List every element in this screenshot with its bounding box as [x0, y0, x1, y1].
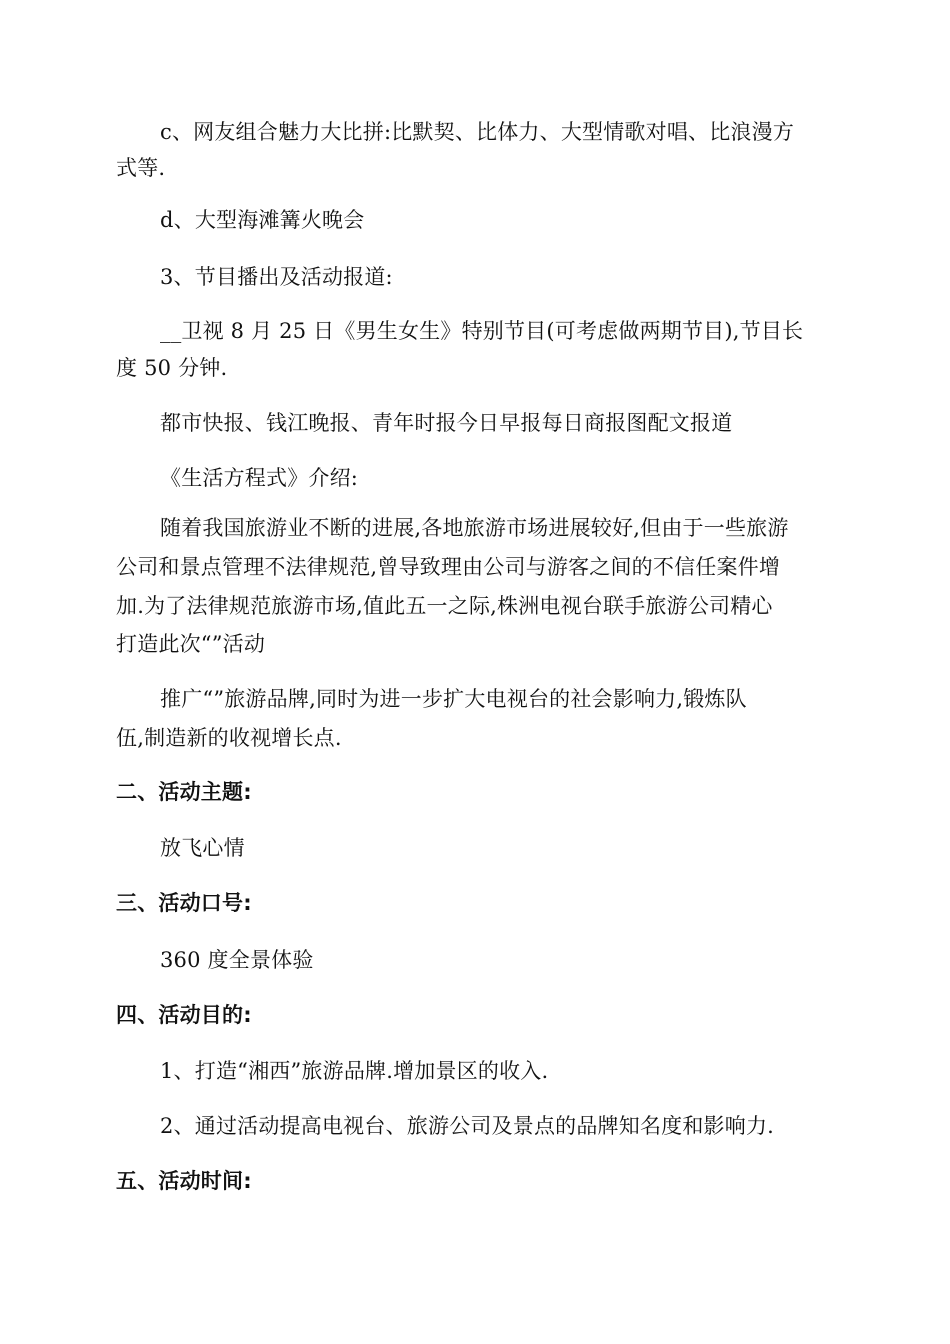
section-content-slogan: 360 度全景体验 [160, 948, 314, 972]
paragraph-line: 推广“”旅游品牌,同时为进一步扩大电视台的社会影响力,锻炼队 [160, 687, 747, 711]
paragraph-line: c、网友组合魅力大比拼:比默契、比体力、大型情歌对唱、比浪漫方 [160, 120, 795, 144]
paragraph-line: 打造此次“”活动 [116, 632, 266, 656]
paragraph: 都市快报、钱江晚报、青年时报今日早报每日商报图配文报道 [160, 411, 733, 435]
section-heading-time: 五、活动时间: [116, 1169, 252, 1193]
purpose-item: 1、打造“湘西”旅游品牌.增加景区的收入. [160, 1059, 549, 1083]
paragraph-line: __卫视 8 月 25 日《男生女生》特别节目(可考虑做两期节目),节目长 [160, 319, 804, 343]
section-content-theme: 放飞心情 [160, 836, 245, 860]
purpose-item: 2、通过活动提高电视台、旅游公司及景点的品牌知名度和影响力. [160, 1114, 775, 1138]
paragraph-line: 式等. [116, 156, 166, 180]
paragraph: d、大型海滩篝火晚会 [160, 208, 365, 232]
paragraph-line: 伍,制造新的收视增长点. [116, 726, 342, 750]
paragraph-line: 加.为了法律规范旅游市场,值此五一之际,株洲电视台联手旅游公司精心 [116, 594, 773, 618]
paragraph-line: 度 50 分钟. [116, 356, 228, 380]
paragraph-line: 公司和景点管理不法律规范,曾导致理由公司与游客之间的不信任案件增 [116, 555, 781, 579]
paragraph: 《生活方程式》介绍: [160, 466, 359, 490]
section-heading-theme: 二、活动主题: [116, 780, 252, 804]
paragraph: 3、节目播出及活动报道: [160, 265, 393, 289]
section-heading-purpose: 四、活动目的: [116, 1003, 252, 1027]
paragraph-line: 随着我国旅游业不断的进展,各地旅游市场进展较好,但由于一些旅游 [160, 516, 789, 540]
section-heading-slogan: 三、活动口号: [116, 891, 252, 915]
